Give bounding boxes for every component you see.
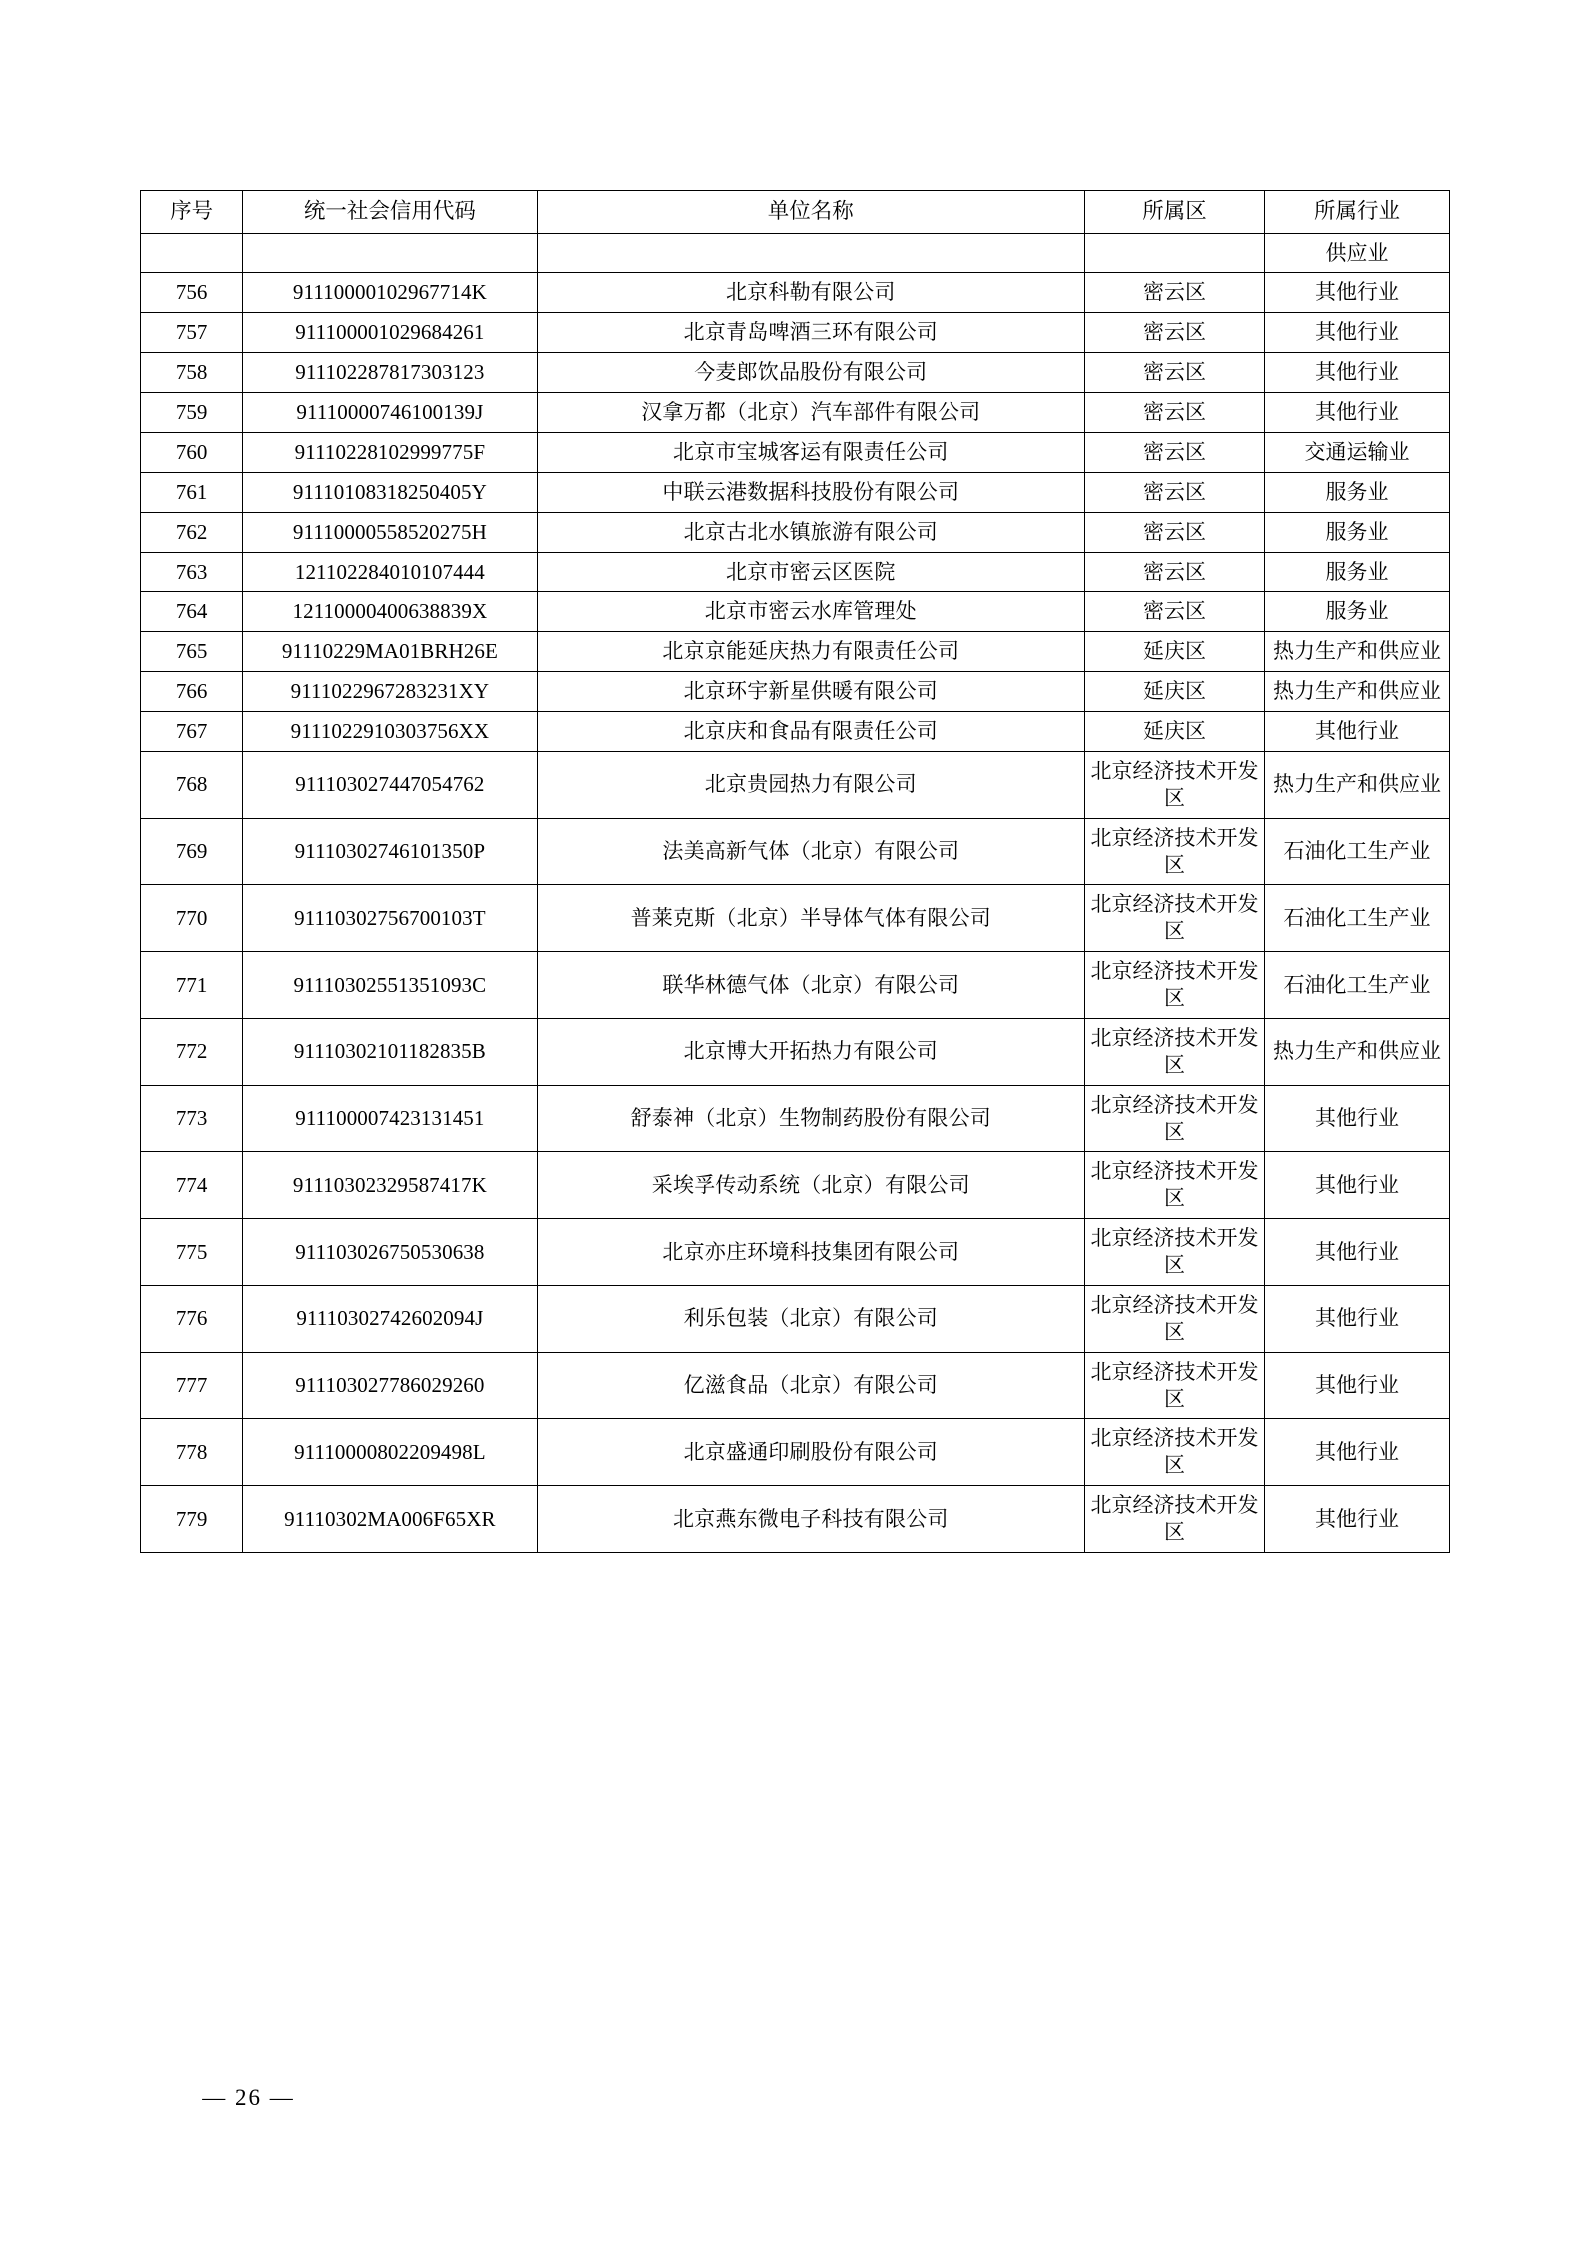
cell-industry: 其他行业 — [1265, 1085, 1450, 1152]
cell-seq: 762 — [141, 512, 243, 552]
cell-credit-code: 91110302MA006F65XR — [243, 1486, 537, 1553]
table-row — [141, 751, 1450, 818]
cell-unit-name: 北京博大开拓热力有限公司 — [537, 1018, 1084, 1085]
cell-industry: 交通运输业 — [1265, 432, 1450, 472]
table-row — [141, 472, 1450, 512]
cell-credit-code: 91110302551351093C — [243, 952, 537, 1019]
cell-district: 北京经济技术开发区 — [1085, 1085, 1265, 1152]
cell-unit-name: 北京市宝城客运有限责任公司 — [537, 432, 1084, 472]
cell-district: 密云区 — [1085, 273, 1265, 313]
table-row — [141, 885, 1450, 952]
cell-credit-code: 911103026750530638 — [243, 1219, 537, 1286]
cell-seq: 779 — [141, 1486, 243, 1553]
cell-seq: 760 — [141, 432, 243, 472]
cell-seq: 766 — [141, 672, 243, 712]
table-row — [141, 552, 1450, 592]
cell-industry: 其他行业 — [1265, 393, 1450, 433]
cell-seq: 774 — [141, 1152, 243, 1219]
cell-credit-code: 911103027447054762 — [243, 751, 537, 818]
cell-industry: 其他行业 — [1265, 1152, 1450, 1219]
cell-unit-name: 北京青岛啤酒三环有限公司 — [537, 313, 1084, 353]
cell-seq: 765 — [141, 632, 243, 672]
cell-industry: 其他行业 — [1265, 1219, 1450, 1286]
cell-unit-name: 中联云港数据科技股份有限公司 — [537, 472, 1084, 512]
cell-district: 密云区 — [1085, 512, 1265, 552]
cell-unit-name: 利乐包装（北京）有限公司 — [537, 1285, 1084, 1352]
table-row — [141, 1352, 1450, 1419]
cell-unit-name: 法美高新气体（北京）有限公司 — [537, 818, 1084, 885]
cell-industry: 热力生产和供应业 — [1265, 672, 1450, 712]
cell-seq: 769 — [141, 818, 243, 885]
cell-district: 北京经济技术开发区 — [1085, 818, 1265, 885]
table-row — [141, 1018, 1450, 1085]
cell-credit-code: 91110000102967714K — [243, 273, 537, 313]
table-header — [141, 191, 1450, 234]
table-row-continuation — [141, 233, 1450, 273]
cell-industry: 热力生产和供应业 — [1265, 751, 1450, 818]
cell-credit-code: 91110302101182835B — [243, 1018, 537, 1085]
cell-unit-name: 北京燕东微电子科技有限公司 — [537, 1486, 1084, 1553]
cell-industry: 热力生产和供应业 — [1265, 1018, 1450, 1085]
table-body — [141, 233, 1450, 1552]
cell-district: 密云区 — [1085, 432, 1265, 472]
cell-industry: 石油化工生产业 — [1265, 885, 1450, 952]
cell-seq: 764 — [141, 592, 243, 632]
cell-seq: 763 — [141, 552, 243, 592]
table-row — [141, 1419, 1450, 1486]
cell-credit-code: 911103027786029260 — [243, 1352, 537, 1419]
cell-district: 密云区 — [1085, 472, 1265, 512]
cell-district: 北京经济技术开发区 — [1085, 751, 1265, 818]
cell-district: 北京经济技术开发区 — [1085, 1419, 1265, 1486]
page-number: — 26 — — [202, 2085, 295, 2110]
table-header-row — [141, 191, 1450, 234]
enterprise-list-table — [140, 190, 1450, 1553]
cell-seq: 767 — [141, 712, 243, 752]
cell-industry: 其他行业 — [1265, 273, 1450, 313]
cell-district: 北京经济技术开发区 — [1085, 952, 1265, 1019]
cell-industry: 服务业 — [1265, 512, 1450, 552]
cell-unit-name: 北京市密云区医院 — [537, 552, 1084, 592]
cell-unit-name: 汉拿万都（北京）汽车部件有限公司 — [537, 393, 1084, 433]
cell-seq: 759 — [141, 393, 243, 433]
table-row — [141, 592, 1450, 632]
cell-district: 密云区 — [1085, 353, 1265, 393]
cell-district: 北京经济技术开发区 — [1085, 1352, 1265, 1419]
column-header-industry: 所属行业 — [1265, 191, 1450, 234]
table-row — [141, 1219, 1450, 1286]
table-row — [141, 353, 1450, 393]
cell-unit-name: 采埃孚传动系统（北京）有限公司 — [537, 1152, 1084, 1219]
cell-industry: 供应业 — [1265, 233, 1450, 273]
table-row — [141, 952, 1450, 1019]
cell-credit-code — [243, 233, 537, 273]
page-footer — [0, 2085, 1587, 2111]
table-row — [141, 818, 1450, 885]
cell-credit-code: 911100001029684261 — [243, 313, 537, 353]
cell-credit-code: 9111022910303756XX — [243, 712, 537, 752]
cell-industry: 石油化工生产业 — [1265, 818, 1450, 885]
cell-credit-code: 911102287817303123 — [243, 353, 537, 393]
cell-unit-name: 今麦郎饮品股份有限公司 — [537, 353, 1084, 393]
cell-seq: 757 — [141, 313, 243, 353]
cell-credit-code: 91110000746100139J — [243, 393, 537, 433]
cell-credit-code: 9111022967283231XY — [243, 672, 537, 712]
cell-unit-name — [537, 233, 1084, 273]
cell-seq: 768 — [141, 751, 243, 818]
cell-industry: 其他行业 — [1265, 353, 1450, 393]
table-row — [141, 1152, 1450, 1219]
cell-seq: 770 — [141, 885, 243, 952]
cell-unit-name: 舒泰神（北京）生物制药股份有限公司 — [537, 1085, 1084, 1152]
cell-unit-name: 北京京能延庆热力有限责任公司 — [537, 632, 1084, 672]
cell-seq: 776 — [141, 1285, 243, 1352]
cell-credit-code: 91110108318250405Y — [243, 472, 537, 512]
cell-industry: 服务业 — [1265, 592, 1450, 632]
cell-district: 延庆区 — [1085, 632, 1265, 672]
cell-industry: 其他行业 — [1265, 1419, 1450, 1486]
cell-district: 北京经济技术开发区 — [1085, 1152, 1265, 1219]
cell-district: 北京经济技术开发区 — [1085, 1018, 1265, 1085]
cell-district: 密云区 — [1085, 552, 1265, 592]
cell-seq: 777 — [141, 1352, 243, 1419]
cell-industry: 其他行业 — [1265, 313, 1450, 353]
cell-credit-code: 91110302742602094J — [243, 1285, 537, 1352]
cell-seq: 772 — [141, 1018, 243, 1085]
table-row — [141, 1285, 1450, 1352]
cell-seq — [141, 233, 243, 273]
cell-district: 延庆区 — [1085, 712, 1265, 752]
cell-industry: 其他行业 — [1265, 1352, 1450, 1419]
cell-unit-name: 普莱克斯（北京）半导体气体有限公司 — [537, 885, 1084, 952]
cell-seq: 778 — [141, 1419, 243, 1486]
cell-industry: 其他行业 — [1265, 1486, 1450, 1553]
cell-seq: 775 — [141, 1219, 243, 1286]
cell-unit-name: 北京盛通印刷股份有限公司 — [537, 1419, 1084, 1486]
table-row — [141, 512, 1450, 552]
cell-unit-name: 亿滋食品（北京）有限公司 — [537, 1352, 1084, 1419]
cell-district: 密云区 — [1085, 313, 1265, 353]
cell-district: 北京经济技术开发区 — [1085, 1219, 1265, 1286]
table-row — [141, 672, 1450, 712]
cell-industry: 服务业 — [1265, 552, 1450, 592]
cell-credit-code: 12110000400638839X — [243, 592, 537, 632]
cell-credit-code: 121102284010107444 — [243, 552, 537, 592]
cell-seq: 756 — [141, 273, 243, 313]
column-header-seq: 序号 — [141, 191, 243, 234]
cell-credit-code: 91110302756700103T — [243, 885, 537, 952]
cell-district: 北京经济技术开发区 — [1085, 885, 1265, 952]
cell-district: 北京经济技术开发区 — [1085, 1285, 1265, 1352]
cell-credit-code: 91110000802209498L — [243, 1419, 537, 1486]
cell-seq: 761 — [141, 472, 243, 512]
cell-unit-name: 北京环宇新星供暖有限公司 — [537, 672, 1084, 712]
cell-industry: 其他行业 — [1265, 712, 1450, 752]
cell-seq: 773 — [141, 1085, 243, 1152]
cell-credit-code: 91110229MA01BRH26E — [243, 632, 537, 672]
cell-industry: 服务业 — [1265, 472, 1450, 512]
table-row — [141, 712, 1450, 752]
cell-district: 北京经济技术开发区 — [1085, 1486, 1265, 1553]
cell-industry: 石油化工生产业 — [1265, 952, 1450, 1019]
column-header-credit-code: 统一社会信用代码 — [243, 191, 537, 234]
cell-credit-code: 911100007423131451 — [243, 1085, 537, 1152]
cell-seq: 771 — [141, 952, 243, 1019]
cell-district: 密云区 — [1085, 393, 1265, 433]
cell-unit-name: 北京古北水镇旅游有限公司 — [537, 512, 1084, 552]
cell-unit-name: 北京庆和食品有限责任公司 — [537, 712, 1084, 752]
column-header-district: 所属区 — [1085, 191, 1265, 234]
cell-unit-name: 联华林德气体（北京）有限公司 — [537, 952, 1084, 1019]
cell-unit-name: 北京科勒有限公司 — [537, 273, 1084, 313]
table-row — [141, 273, 1450, 313]
cell-seq: 758 — [141, 353, 243, 393]
table-row — [141, 313, 1450, 353]
table-row — [141, 432, 1450, 472]
cell-credit-code: 91110302329587417K — [243, 1152, 537, 1219]
column-header-unit-name: 单位名称 — [537, 191, 1084, 234]
cell-credit-code: 91110228102999775F — [243, 432, 537, 472]
cell-credit-code: 91110000558520275H — [243, 512, 537, 552]
cell-unit-name: 北京贵园热力有限公司 — [537, 751, 1084, 818]
cell-district: 延庆区 — [1085, 672, 1265, 712]
cell-credit-code: 91110302746101350P — [243, 818, 537, 885]
cell-district: 密云区 — [1085, 592, 1265, 632]
table-row — [141, 632, 1450, 672]
table-row — [141, 1085, 1450, 1152]
cell-industry: 其他行业 — [1265, 1285, 1450, 1352]
table-row — [141, 393, 1450, 433]
cell-district — [1085, 233, 1265, 273]
cell-unit-name: 北京亦庄环境科技集团有限公司 — [537, 1219, 1084, 1286]
cell-industry: 热力生产和供应业 — [1265, 632, 1450, 672]
table-row — [141, 1486, 1450, 1553]
cell-unit-name: 北京市密云水库管理处 — [537, 592, 1084, 632]
enterprise-list-table-wrapper — [140, 190, 1450, 1553]
